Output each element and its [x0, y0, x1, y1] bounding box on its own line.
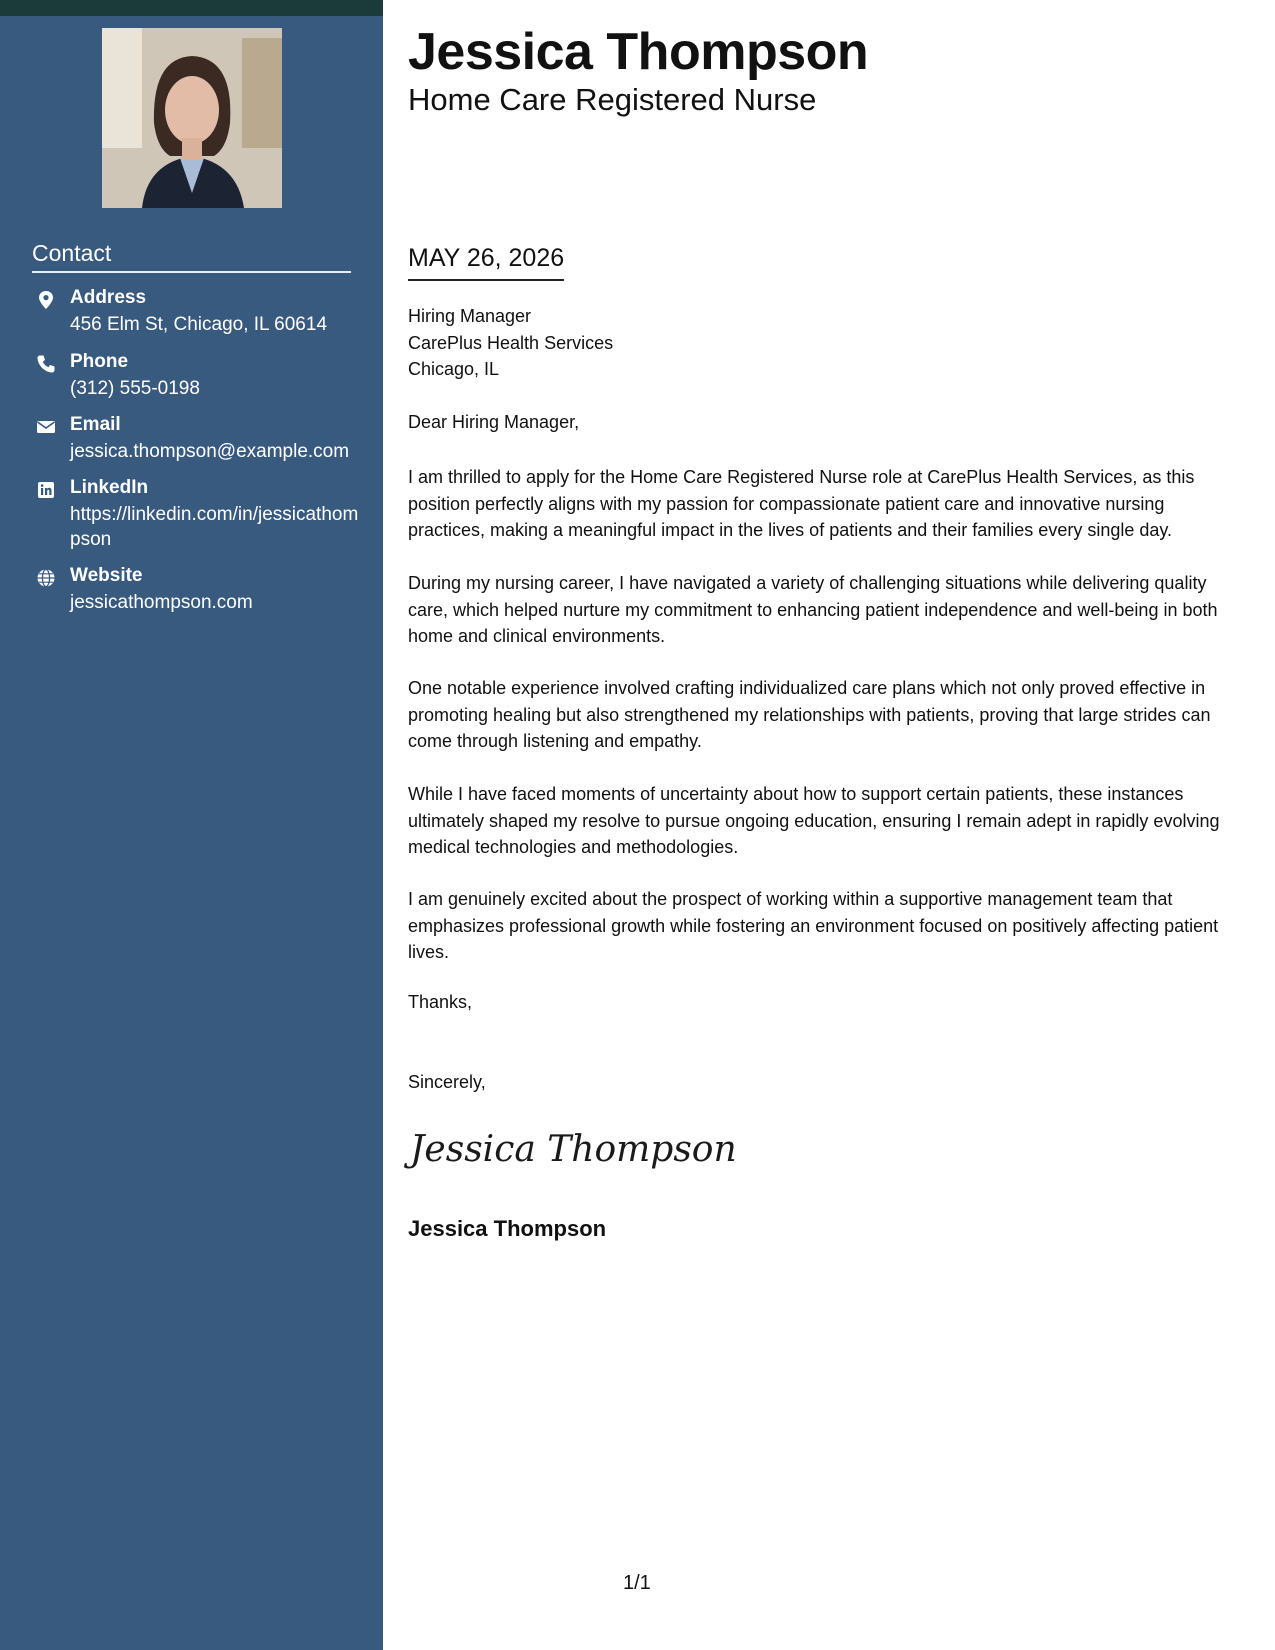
contact-value-phone: (312) 555-0198	[70, 378, 200, 399]
linkedin-icon	[36, 480, 56, 500]
recipient-line: Chicago, IL	[408, 359, 500, 379]
globe-icon	[36, 568, 56, 588]
paragraph: While I have faced moments of uncertainty about how to support certain patients, these instances ultimately shaped my resolve to pursue ongoing education, ensuring I remain adept in rapidly evolving medical technologies and methodologies.	[408, 784, 1220, 857]
sidebar	[0, 0, 383, 1650]
avatar	[102, 28, 282, 208]
contact-label-phone: Phone	[70, 351, 129, 372]
phone-icon	[36, 354, 56, 374]
contact-value-email[interactable]: jessica.thompson@example.com	[70, 441, 350, 462]
applicant-name: Jessica Thompson	[408, 23, 869, 81]
profile-photo	[102, 28, 282, 208]
sidebar-top-bar	[0, 0, 383, 16]
applicant-role: Home Care Registered Nurse	[408, 82, 817, 117]
paragraph: One notable experience involved crafting individualized care plans which not only proved effective in promoting healing but also strengthened my relationships with patients, proving that large strides can come through listening and empathy.	[408, 678, 1211, 751]
svg-text:Jessica Thompson: Jessica Thompson	[410, 1129, 737, 1170]
contact-value-address: 456 Elm St, Chicago, IL 60614	[70, 314, 328, 335]
handwritten-signature	[408, 1125, 737, 1175]
contact-linkedin	[32, 477, 362, 552]
contact-phone	[32, 351, 362, 401]
location-pin-icon	[36, 290, 56, 310]
contact-value-linkedin[interactable]: https://linkedin.com/in/jessicathompson	[70, 504, 359, 550]
recipient-line: CarePlus Health Services	[408, 332, 614, 353]
signer-name: Jessica Thompson	[408, 1216, 607, 1241]
sign-off: Sincerely,	[408, 1072, 486, 1092]
contact-label-linkedin: LinkedIn	[70, 477, 149, 498]
paragraph: I am genuinely excited about the prospect of working within a supportive management team that emphasizes professional growth while fostering an environment focused on positively affecting patient lives.	[408, 889, 1219, 962]
contact-address	[32, 287, 362, 337]
salutation: Dear Hiring Manager,	[408, 412, 580, 432]
contact-label-email: Email	[70, 414, 121, 435]
contact-website	[32, 565, 362, 615]
recipient-block	[408, 303, 613, 383]
contact-email	[32, 414, 362, 464]
contact-label-address: Address	[70, 287, 147, 308]
letter-date: MAY 26, 2026	[408, 244, 564, 281]
contact-heading: Contact	[32, 240, 351, 273]
paragraph: I am thrilled to apply for the Home Care Registered Nurse role at CarePlus Health Services, as this position perfectly aligns with my passion for compassionate patient care and innovative nursing practices, making a meaningful impact in the lives of patients and their families every single day.	[408, 467, 1195, 540]
contact-value-website[interactable]: jessicathompson.com	[70, 592, 253, 613]
thanks-line: Thanks,	[408, 992, 473, 1012]
recipient-line: Hiring Manager	[408, 306, 532, 326]
email-icon	[36, 417, 56, 437]
page-number: 1/1	[623, 1572, 651, 1594]
paragraph: During my nursing career, I have navigated a variety of challenging situations while delivering quality care, which helped nurture my commitment to enhancing patient independence and well-being in both home and clinical environments.	[408, 573, 1218, 646]
contact-label-website: Website	[70, 565, 143, 586]
